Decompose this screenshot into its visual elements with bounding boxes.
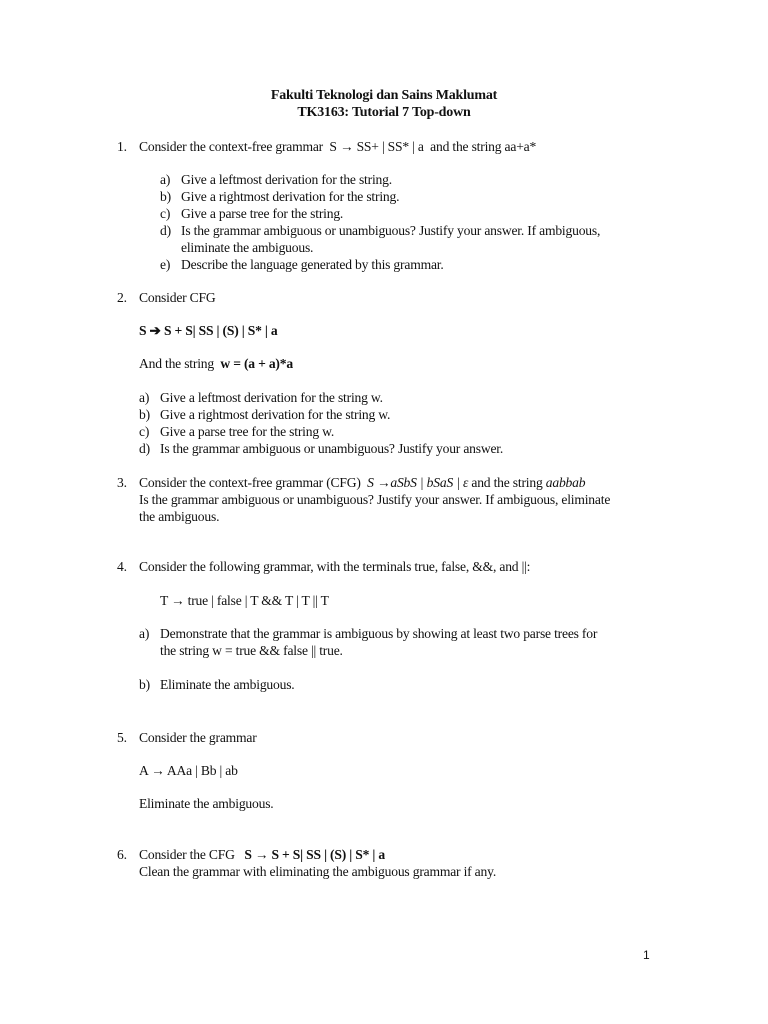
q1-item-e-label: e) (160, 257, 171, 272)
q1-tail: and the string aa+a* (430, 139, 537, 154)
q4-item-a-label: a) (139, 626, 150, 641)
q1-number: 1. (117, 139, 127, 154)
q1-item-d-continuation: eliminate the ambiguous. (181, 240, 314, 255)
q4-number: 4. (117, 559, 127, 574)
q2-lead: Consider CFG (139, 290, 216, 305)
q1-prompt (139, 138, 536, 155)
q6-line2: Clean the grammar with eliminating the ambiguous grammar if any. (139, 864, 497, 879)
q3-lead: Consider the context-free grammar (CFG) (139, 475, 361, 490)
q1-item-c-text: Give a parse tree for the string. (181, 206, 344, 221)
q2-number: 2. (117, 290, 127, 305)
q1-item-b-text: Give a rightmost derivation for the string. (181, 189, 400, 204)
q2-item-c-text: Give a parse tree for the string w. (160, 424, 335, 439)
q1-item-d-label: d) (160, 223, 171, 238)
q4-lead: Consider the following grammar, with the terminals true, false, &&, and ||: (139, 559, 531, 574)
q5-lead: Consider the grammar (139, 730, 257, 745)
q3-number: 3. (117, 475, 127, 490)
q5-number: 5. (117, 730, 127, 745)
q1-item-e-text: Describe the language generated by this grammar. (181, 257, 444, 272)
q1-item-d-text: Is the grammar ambiguous or unambiguous? Justify your answer. If ambiguous, (181, 223, 601, 238)
q1-item-b-label: b) (160, 189, 171, 204)
q1-item-a-text: Give a leftmost derivation for the string. (181, 172, 392, 187)
q3-prompt (139, 474, 585, 491)
q6-grammar: S → S + S| SS | (S) | S* | a (244, 847, 386, 862)
q4-item-a-line2: the string w = true && false || true. (160, 643, 343, 658)
q2-item-a-text: Give a leftmost derivation for the string w. (160, 390, 383, 405)
q5-task: Eliminate the ambiguous. (139, 796, 274, 811)
q2-item-d-text: Is the grammar ambiguous or unambiguous? Justify your answer. (160, 441, 504, 456)
q6-number: 6. (117, 847, 127, 862)
q1-item-a-label: a) (160, 172, 171, 187)
q2-grammar: S ➔ S + S| SS | (S) | S* | a (139, 323, 278, 338)
q2-item-b-label: b) (139, 407, 150, 422)
q3-line2: Is the grammar ambiguous or unambiguous? Justify your answer. If ambiguous, eliminate (139, 492, 611, 507)
q3-grammar-rhs: aSbS | bSaS | ε (390, 475, 469, 490)
q6-lead: Consider the CFG (139, 847, 235, 862)
q4-grammar: T → true | false | T && T | T || T (160, 593, 329, 608)
q2-item-d-label: d) (139, 441, 150, 456)
q4-item-b-label: b) (139, 677, 150, 692)
q4-item-b-text: Eliminate the ambiguous. (160, 677, 295, 692)
q6-prompt (139, 846, 385, 863)
q2-item-b-text: Give a rightmost derivation for the string w. (160, 407, 391, 422)
q3-string-value: aabbab (545, 475, 586, 490)
q1-item-c-label: c) (160, 206, 171, 221)
page-number: 1 (643, 948, 650, 962)
q2-string-line (139, 355, 293, 372)
q1-grammar: S → SS+ | SS* | a (329, 139, 424, 154)
q5-grammar: A → AAa | Bb | ab (139, 763, 238, 778)
q4-item-a-line1: Demonstrate that the grammar is ambiguous by showing at least two parse trees for (160, 626, 598, 641)
q1-lead: Consider the context-free grammar (139, 139, 324, 154)
q2-item-c-label: c) (139, 424, 150, 439)
q3-grammar-start: S (367, 475, 374, 490)
q2-string-value: w = (a + a)*a (220, 356, 293, 371)
q3-arrow: → (376, 475, 391, 490)
q3-mid: and the string (471, 475, 543, 490)
q2-item-a-label: a) (139, 390, 150, 405)
faculty-title: Fakulti Teknologi dan Sains Maklumat (270, 88, 498, 103)
q3-line3: the ambiguous. (139, 509, 220, 524)
course-title: TK3163: Tutorial 7 Top-down (297, 105, 471, 120)
q2-string-lead: And the string (139, 356, 214, 371)
